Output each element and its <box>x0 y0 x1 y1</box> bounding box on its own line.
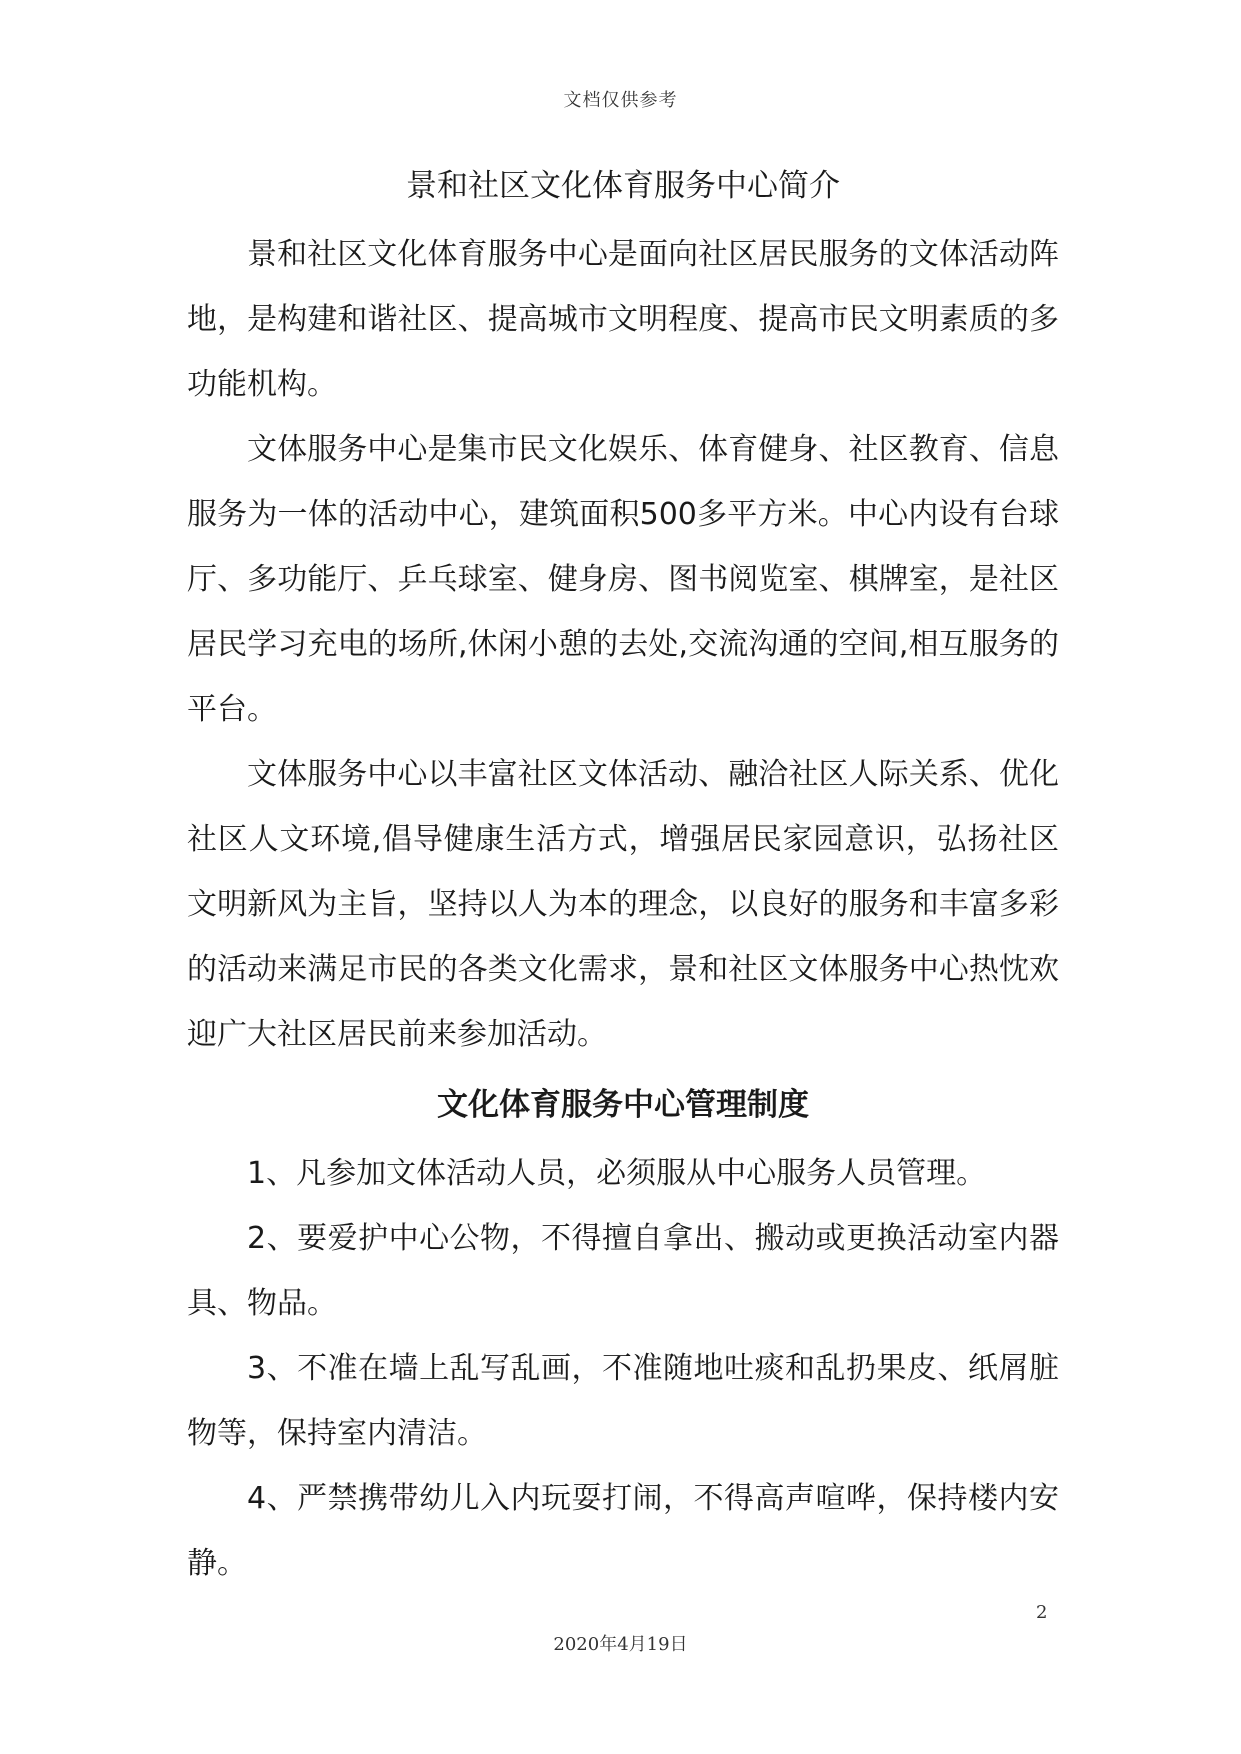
rules-title: 文化体育服务中心管理制度 <box>437 1087 809 1123</box>
footer-date: 2020年4月19日 <box>553 1634 688 1655</box>
rule-item: 1、凡参加文体活动人员，必须服从中心服务人员管理。 <box>247 1156 987 1191</box>
page-number: 2 <box>1036 1602 1048 1623</box>
document-body <box>187 160 1059 1596</box>
intro-paragraph: 文体服务中心以丰富社区文体活动、融洽社区人际关系、优化社区人文环境,倡导健康生活方式，增强居民家园意识，弘扬社区文明新风为主旨，坚持以人为本的理念，以良好的服务和丰富多彩的活动来满足市民的各类文化需求，景和社区文体服务中心热忱欢迎广大社区居民前来参加活动。 <box>187 757 1059 1052</box>
rule-item: 4、严禁携带幼儿入内玩耍打闹，不得高声喧哗，保持楼内安静。 <box>187 1481 1059 1581</box>
intro-paragraph: 景和社区文化体育服务中心是面向社区居民服务的文体活动阵地，是构建和谐社区、提高城市文明程度、提高市民文明素质的多功能机构。 <box>187 237 1059 402</box>
rule-item: 2、要爱护中心公物，不得擅自拿出、搬动或更换活动室内器具、物品。 <box>187 1221 1059 1321</box>
rule-item: 3、不准在墙上乱写乱画，不准随地吐痰和乱扔果皮、纸屑脏物等，保持室内清洁。 <box>187 1351 1059 1451</box>
intro-title: 景和社区文化体育服务中心简介 <box>406 168 840 204</box>
intro-paragraph: 文体服务中心是集市民文化娱乐、体育健身、社区教育、信息服务为一体的活动中心，建筑面积500多平方米。中心内设有台球厅、多功能厅、乒乓球室、健身房、图书阅览室、棋牌室，是社区居民学习充电的场所,休闲小憩的去处,交流沟通的空间,相互服务的平台。 <box>187 432 1059 727</box>
header-note: 文档仅供参考 <box>563 90 678 111</box>
